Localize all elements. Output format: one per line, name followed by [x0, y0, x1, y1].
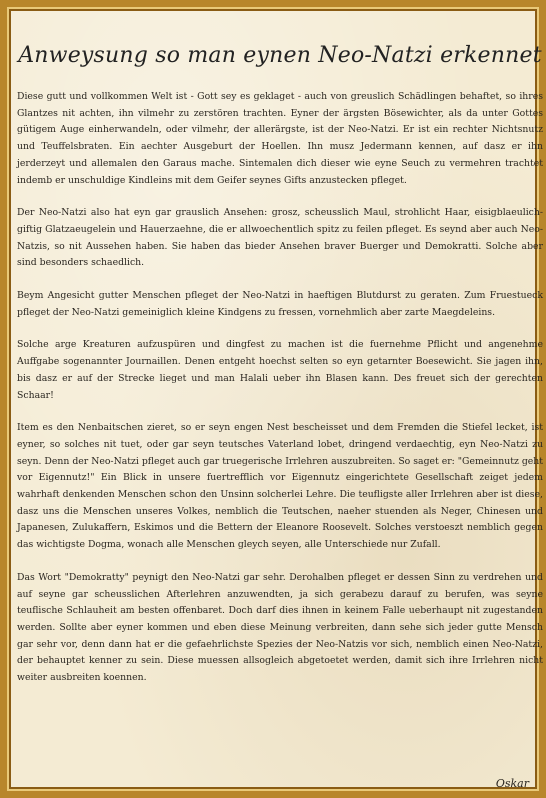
paragraph: Der Neo-Natzi also hat eyn gar grauslich Ansehen: grosz, scheusslich Maul, strohlicht Haar, eisigblaeulich-giftig Glatzaeugelein und Hauerzaehne, die er allwoechentlich spitz zu feilen pfleget. Es seynd aber auch Neo-Natzis, so nit Aussehen haben. Sie haben das bieder Ansehen braver Buerger und Demokratti. Solche aber sind besonders schaedlich. [17, 207, 543, 269]
paragraph: Das Wort "Demokratty" peynigt den Neo-Natzi gar sehr. Derohalben pfleget er dessen Sinn zu verdrehen und auf seyne gar scheusslichen Afterlehren anzuwendten, ja sich gerabezu darauf zu berufen, was seyne teuflische Schlauheit am besten offenbaret. Doch darf dies ihnen in keinem Falle ueberhaupt nit zugestanden werden. Sollte aber eyner kommen und eben diese Meinung verbreiten, dann sehe sich jeder gutte Mensch gar sehr vor, denn dann hat er die gefaehrlichste Spezies der Neo-Natzis vor sich, nemblich einen Neo-Natzi, der behauptet kenner zu sein. Diese muessen allsogleich abgetoetet werden, damit sich ihre Irrlehren nicht weiter ausbreiten koennen. [17, 571, 543, 684]
signature: Oskar [495, 777, 529, 790]
paragraph: Item es den Nenbaitschen zieret, so er seyn engen Nest bescheisset und dem Fremden die Stiefel lecket, ist eyner, so solches nit tuet, oder gar seyn teutsches Vaterland lobet, dringend verdaechtig, eyn Neo-Natzi zu seyn. Denn der Neo-Natzi pfleget auch gar truegerische Irrlehren auszubreiten. So saget er: "Gemeinnutz geht vor Eigennutz!" Ein Blick in unsere fuertrefflich vor Eigennutz eingerichtete Gesellschaft zeiget jedem wahrhaft denkenden Menschen schon den Unsinn solcherlei Lehre. Die teufligste aller Irrlehren aber ist diese, dasz uns die Menschen unseres Volkes, nemblich die Teutschen, naeher stuenden als Neger, Chinesen und Japanesen, Zulukaffern, Eskimos und die Bettern der Eleanore Roosevelt. Solches verstoeszt nemblich gegen das wichtigste Dogma, wonach alle Menschen gleych seyen, alle Unterschiede nur Zufall. [17, 422, 543, 551]
paragraph: Diese gutt und vollkommen Welt ist - Gott sey es geklaget - auch von greuslich Schädlingen behaftet, so ihres Glantzes nit achten, ihn vilmehr zu zerstören trachten. Eyner der ärgsten Bösewichter, als da unter Gottes gütigem Auge einherwandeln, oder vilmehr, der allerärgste, ist der Neo-Natzi. Er ist ein rechter Nichtsnutz und Teuffelsbraten. Ein aechter Ausgeburt der Hoellen. Ihn musz Jedermann kennen, auf dasz er ihn jerderzeyt und allemalen den Garaus mache. Sintemalen dich dieser wie eyne Seuch zu vermehren trachtet indemb er unschuldige Kindleins mit dem Geifer seynes Gifts anzustecken pfleget. [17, 91, 543, 186]
document-body [17, 89, 543, 703]
page-title: Anweysung so man eynen Neo-Natzi erkennet [18, 43, 542, 68]
paragraph: Solche arge Kreaturen aufzuspüren und dingfest zu machen ist die fuernehme Pflicht und angenehme Auffgabe sogenannter Journaillen. Denen entgeht hoechst selten so eyn getarnter Boesewicht. Sie jagen ihn, bis dasz er auf der Strecke lieget und man Halali ueber ihn Blasen kann. Des freuet sich der gerechten Schaar! [17, 339, 543, 401]
paragraph: Beym Angesicht gutter Menschen pfleget der Neo-Natzi in haeftigen Blutdurst zu geraten. Zum Fruestueck pfleget der Neo-Natzi gemeiniglich kleine Kindgens zu fressen, vornehmlich aber zarte Maegdeleins. [17, 290, 543, 318]
